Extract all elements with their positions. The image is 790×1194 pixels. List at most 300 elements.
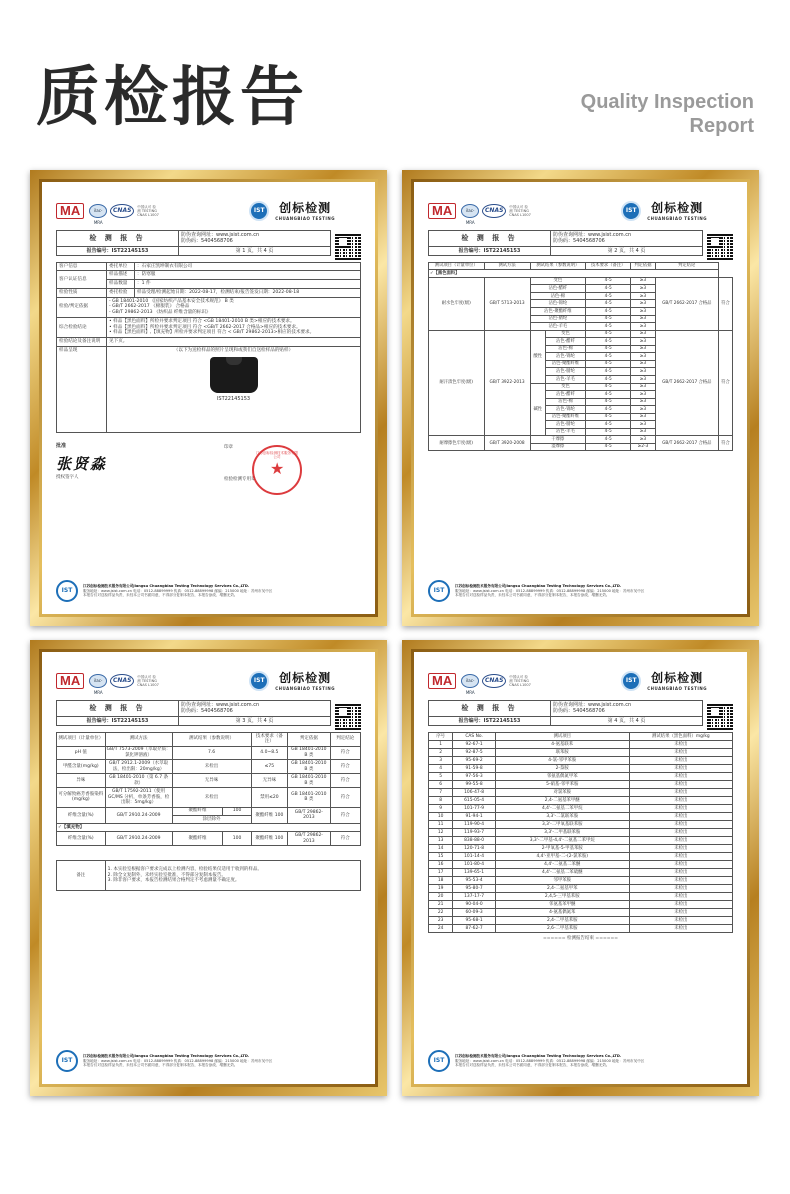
footer-company: 江苏创标检测技术服务有限公司Jiangsu Chuangbiao Testing Technology Services Co.,LTD. bbox=[83, 1054, 250, 1059]
table-cell: 未检出 bbox=[629, 892, 732, 900]
report-header-table bbox=[56, 230, 331, 256]
table-row bbox=[429, 844, 733, 852]
ma-logo-icon: MA bbox=[56, 673, 84, 689]
table-cell: 15 bbox=[429, 852, 453, 860]
table-row bbox=[429, 820, 733, 828]
table-cell: 101-77-9 bbox=[453, 804, 496, 812]
col-header: 判定结论 bbox=[330, 732, 360, 746]
table-cell: 未检出 bbox=[629, 924, 732, 932]
sample-picture-caption: IST22145153 bbox=[216, 396, 251, 403]
table-row bbox=[429, 900, 733, 908]
table-cell: 2,4,5-三甲基苯胺 bbox=[495, 892, 629, 900]
remark-line: 2. 除全文复制外，未经实验室批准，不得部分复制本报告。 bbox=[107, 872, 226, 878]
table-cell: GB/T 3922-2013 bbox=[484, 330, 530, 436]
approve-label: 批准 bbox=[56, 442, 67, 449]
table-cell: 95-69-2 bbox=[453, 756, 496, 764]
report-number: 报告编号：IST22145153 bbox=[429, 716, 551, 725]
table-cell: 14 bbox=[429, 844, 453, 852]
table-row bbox=[429, 780, 733, 788]
brand-name-cn: 创标检测 bbox=[651, 671, 704, 685]
table-cell: GB/T 7573-2009（萃取介质：氯化钾溶液） bbox=[106, 747, 171, 759]
table-row bbox=[429, 852, 733, 860]
table-cell: ≥3 bbox=[631, 360, 655, 368]
col-header: 技术要求（备注） bbox=[586, 262, 631, 270]
ist-seal-icon: IST bbox=[56, 1050, 78, 1072]
table-cell: ≥3 bbox=[631, 398, 655, 406]
table-cell: 沾色-醋纤 bbox=[545, 391, 585, 399]
table-row bbox=[429, 836, 733, 844]
table-cell: 沾色-腈纶 bbox=[545, 421, 585, 429]
report-title: 检 测 报 告 bbox=[429, 701, 551, 717]
basis-label: 检验/判定依据 bbox=[57, 297, 107, 317]
table-cell: 137-17-7 bbox=[453, 892, 496, 900]
ma-logo-icon: MA bbox=[428, 203, 456, 219]
table-cell: 18 bbox=[429, 876, 453, 884]
table-cell: GB 18401-2010 B 类 bbox=[288, 788, 331, 807]
table-cell: 1 bbox=[429, 740, 453, 748]
fake-code: 防伪码：5404568706 bbox=[181, 238, 233, 245]
table-cell: 未检出 bbox=[629, 860, 732, 868]
table-cell: 无异味 bbox=[251, 774, 287, 788]
table-cell: ≥3 bbox=[631, 330, 655, 338]
table-cell: 沾色-聚酯纤维 bbox=[545, 360, 585, 368]
table-cell: 湿摩擦 bbox=[530, 443, 586, 451]
table-row bbox=[429, 277, 733, 285]
table-cell: GB 18401-2010 B 类 bbox=[288, 746, 331, 760]
table-row bbox=[429, 796, 733, 804]
table-cell: ≥3 bbox=[631, 436, 655, 444]
table-row bbox=[429, 772, 733, 780]
col-header: 测试项目（计量单位） bbox=[429, 262, 485, 270]
table-row bbox=[429, 812, 733, 820]
col-header: 测试结果（参数说明） bbox=[172, 732, 251, 746]
signature-area bbox=[56, 443, 361, 513]
table-cell: ≥3 bbox=[631, 421, 655, 429]
qr-code-icon bbox=[335, 704, 361, 730]
report-title: 检 测 报 告 bbox=[57, 231, 179, 247]
table-cell: 3,3'-二甲基联苯胺 bbox=[495, 828, 629, 836]
table-cell: ≥3 bbox=[631, 368, 655, 376]
table-cell: 11 bbox=[429, 820, 453, 828]
table-cell: 沾色-棉 bbox=[545, 345, 585, 353]
brand-logo bbox=[621, 671, 707, 691]
table-cell: 沾色-锦纶 bbox=[545, 406, 585, 414]
table-cell: 禁用≤20 bbox=[251, 788, 287, 807]
table-cell: GB/T 2912.1-2009（水萃取法，检出限：20mg/kg） bbox=[105, 760, 172, 774]
footer-line: 服务地址：www.jsist.com.cn 电话：0512-88899999 传真：0512-88899998 邮编：215000 地址：苏州市吴中区 bbox=[83, 588, 273, 593]
cell: GB/T 2910.24-2009 bbox=[105, 832, 172, 846]
report-header-table bbox=[428, 230, 703, 256]
table-cell: 未检出 bbox=[629, 772, 732, 780]
table-cell: 4-5 bbox=[586, 292, 631, 300]
footer-line: 本报告仅对送检样品负责，未经本公司书面同意，不得部分复制本报告，本报告涂改、增删无效。 bbox=[83, 1063, 238, 1068]
col-header: CAS No. bbox=[453, 732, 496, 740]
table-cell: 未检出 bbox=[629, 844, 732, 852]
table-cell: ≤75 bbox=[251, 760, 287, 774]
table-cell: 4-5 bbox=[586, 413, 631, 421]
table-cell: GB/T 2662-2017 合格品 bbox=[655, 330, 718, 436]
ilac-logo-icon: ilac-MRA bbox=[461, 204, 479, 218]
qr-code-icon bbox=[707, 704, 733, 730]
cell: 聚酯纤维 100 bbox=[251, 832, 287, 846]
report-frame-page-1[interactable] bbox=[30, 170, 387, 626]
table-cell: 未检出 bbox=[629, 788, 732, 796]
table-cell: 101-14-4 bbox=[453, 852, 496, 860]
table-cell: 沾色-羊毛 bbox=[545, 375, 585, 383]
table-cell: 沾色-羊毛 bbox=[530, 323, 586, 331]
table-cell: GB/T 5713-2013 bbox=[484, 277, 530, 330]
report-frame-page-3[interactable] bbox=[30, 640, 387, 1096]
table-cell: 21 bbox=[429, 900, 453, 908]
table-row bbox=[429, 748, 733, 756]
table-cell: 碱性 bbox=[530, 383, 545, 436]
table-cell: 4-氨基偶氮苯 bbox=[495, 908, 629, 916]
sample-value-2: ：1 件 bbox=[135, 280, 361, 289]
table-cell: 4-5 bbox=[586, 436, 631, 444]
table-cell: 4,4'-亚甲基-二-(2-氯苯胺) bbox=[495, 852, 629, 860]
table-cell: 沾色-醋纤 bbox=[530, 285, 586, 293]
ist-logo-icon: IST bbox=[621, 671, 641, 691]
ilac-logo-icon: ilac-MRA bbox=[89, 204, 107, 218]
table-cell: 未检出 bbox=[629, 804, 732, 812]
cell: 符合 bbox=[330, 807, 360, 823]
table-cell: 3,3'-二甲氧基联苯胺 bbox=[495, 820, 629, 828]
brand-row bbox=[56, 668, 361, 694]
report-header-table bbox=[56, 700, 331, 726]
footer-company: 江苏创标检测技术服务有限公司Jiangsu Chuangbiao Testing Technology Services Co.,LTD. bbox=[455, 584, 622, 589]
table-cell: 沾色-醋纤 bbox=[545, 338, 585, 346]
table-cell: ≥3 bbox=[631, 300, 655, 308]
brand-row bbox=[428, 198, 733, 224]
table-cell: 未检出 bbox=[629, 916, 732, 924]
col-header: 判定依据 bbox=[288, 732, 331, 746]
table-cell: 4-5 bbox=[586, 391, 631, 399]
col-header: 测试结果（参数说明） bbox=[530, 262, 586, 270]
ilac-logo-icon: ilac-MRA bbox=[89, 674, 107, 688]
report-page-1 bbox=[42, 182, 375, 614]
table-cell: ≥3 bbox=[631, 413, 655, 421]
brand-name-cn: 创标检测 bbox=[279, 671, 332, 685]
table-cell: 耐汗渍色牢度(级) bbox=[429, 330, 485, 436]
brand-name-en: CHUANGBIAO TESTING bbox=[275, 686, 335, 691]
table-cell: 符合 bbox=[718, 436, 732, 451]
report-page-3 bbox=[42, 652, 375, 1084]
safety-test-table bbox=[56, 732, 361, 846]
table-cell: ≥3 bbox=[631, 315, 655, 323]
table-cell: 4-氨基联苯 bbox=[495, 740, 629, 748]
footer-line: 服务地址：www.jsist.com.cn 电话：0512-88899999 传真：0512-88899998 邮编：215000 地址：苏州市吴中区 bbox=[455, 588, 645, 593]
footer-company: 江苏创标检测技术服务有限公司Jiangsu Chuangbiao Testing Technology Services Co.,LTD. bbox=[83, 584, 250, 589]
table-cell: 耐摩擦色牢度(级) bbox=[429, 436, 485, 451]
cell: GB/T 29862-2013 bbox=[288, 807, 331, 823]
table-cell: 4-5 bbox=[586, 308, 631, 316]
table-row bbox=[429, 892, 733, 900]
sample-label: 客户认证信息 bbox=[57, 271, 107, 288]
table-cell: 沾色-锦纶 bbox=[545, 353, 585, 361]
report-footer bbox=[428, 578, 733, 604]
table-row bbox=[429, 860, 733, 868]
table-cell: 未检出 bbox=[629, 876, 732, 884]
table-cell: 甲醛含量(mg/kg) bbox=[57, 760, 106, 774]
ma-logo-icon: MA bbox=[56, 203, 84, 219]
section-label: ✓【黑色面料】 bbox=[429, 270, 719, 278]
table-cell: 2-萘胺 bbox=[495, 764, 629, 772]
cnas-logo-icon: CNAS bbox=[482, 204, 506, 218]
table-cell: 22 bbox=[429, 908, 453, 916]
table-cell: 90-04-0 bbox=[453, 900, 496, 908]
table-cell: 沾色-腈纶 bbox=[545, 368, 585, 376]
table-cell: 91-59-8 bbox=[453, 764, 496, 772]
report-title: 检 测 报 告 bbox=[429, 231, 551, 247]
table-cell: 沾色-聚酯纤维 bbox=[530, 308, 586, 316]
table-cell: 3 bbox=[429, 756, 453, 764]
sample-picture-label: 样品呈现 bbox=[57, 346, 107, 432]
report-number: 报告编号：IST22145153 bbox=[57, 716, 179, 725]
cnas-logo-icon: CNAS bbox=[482, 674, 506, 688]
table-cell: 邻氨基偶氮甲苯 bbox=[495, 772, 629, 780]
table-cell: 未检出 bbox=[629, 836, 732, 844]
page-number: 第 2 页，共 4 页 bbox=[551, 246, 703, 255]
accreditation-text: 中国认可 检测 TESTING CNAS L1007 bbox=[509, 675, 531, 687]
client-label: 客户信息 bbox=[57, 262, 107, 271]
table-row bbox=[429, 868, 733, 876]
cell: 纤维含量(%) bbox=[57, 832, 106, 846]
table-cell: 未检出 bbox=[629, 780, 732, 788]
table-cell: 4-5 bbox=[586, 330, 631, 338]
fake-code: 防伪码：5404568706 bbox=[553, 708, 605, 715]
report-page-4 bbox=[414, 652, 747, 1084]
subtitle-line-2: Report bbox=[689, 115, 754, 137]
conclusion-label: 综合检验结论 bbox=[57, 317, 107, 337]
footer-line: 服务地址：www.jsist.com.cn 电话：0512-88899999 传真：0512-88899998 邮编：215000 地址：苏州市吴中区 bbox=[83, 1058, 273, 1063]
accreditation-text: 中国认可 检测 TESTING CNAS L1007 bbox=[137, 205, 159, 217]
ist-logo-icon: IST bbox=[249, 201, 269, 221]
table-cell: 4,4'-二氨基二苯硫醚 bbox=[495, 868, 629, 876]
brand-name-cn: 创标检测 bbox=[279, 201, 332, 215]
table-cell: 4-5 bbox=[586, 421, 631, 429]
table-cell: 无异味 bbox=[172, 774, 251, 788]
table-cell: 符合 bbox=[330, 760, 360, 774]
basis-line: - GB/T 2662-2017 《棉服装》 合格品 bbox=[109, 304, 190, 310]
table-cell: ≥3 bbox=[631, 353, 655, 361]
table-cell: 未检出 bbox=[629, 820, 732, 828]
sample-key-2: 样品数量 bbox=[107, 280, 135, 289]
table-cell: GB/T 3920-2008 bbox=[484, 436, 530, 451]
table-cell: 97-56-3 bbox=[453, 772, 496, 780]
brand-logo bbox=[249, 671, 335, 691]
table-cell: 符合 bbox=[718, 277, 732, 330]
colorfastness-table bbox=[428, 262, 733, 452]
table-cell: 未检出 bbox=[629, 756, 732, 764]
report-footer bbox=[56, 1048, 361, 1074]
report-number: 报告编号：IST22145153 bbox=[57, 246, 179, 255]
table-cell: ≥3 bbox=[631, 428, 655, 436]
table-cell: 4-5 bbox=[586, 368, 631, 376]
table-cell: 95-80-7 bbox=[453, 884, 496, 892]
table-cell: 未检出 bbox=[629, 908, 732, 916]
table-cell: 变色 bbox=[545, 330, 585, 338]
table-row bbox=[429, 330, 733, 338]
col-header: 测试项目 bbox=[495, 732, 629, 740]
page-subtitle bbox=[581, 90, 754, 138]
col-header: 判定依据 bbox=[631, 262, 655, 270]
table-cell: 4-5 bbox=[586, 406, 631, 414]
query-site: 防伪查询网址：www.jsist.com.cn bbox=[181, 702, 260, 708]
nature-key: 委托检验 bbox=[107, 288, 135, 297]
page-number: 第 3 页，共 4 页 bbox=[179, 716, 331, 725]
table-row bbox=[429, 788, 733, 796]
table-cell: ≥3 bbox=[631, 277, 655, 285]
table-cell: 干摩擦 bbox=[530, 436, 586, 444]
col-header: 测试方法 bbox=[105, 732, 172, 746]
table-row bbox=[429, 876, 733, 884]
table-cell: ≥3 bbox=[631, 308, 655, 316]
table-cell: 4-5 bbox=[586, 443, 631, 451]
table-cell: ≥3 bbox=[631, 406, 655, 414]
brand-name-en: CHUANGBIAO TESTING bbox=[275, 216, 335, 221]
remark-line: 1. 本实验室根据客户要求完成以上检测内容，检验结果仅适用于收到的样品。 bbox=[107, 867, 262, 873]
client-key: 委托单位 bbox=[107, 262, 135, 271]
table-cell: 联苯胺 bbox=[495, 748, 629, 756]
table-cell: 符合 bbox=[330, 774, 360, 788]
report-title: 检 测 报 告 bbox=[57, 701, 179, 717]
table-cell: 119-90-4 bbox=[453, 820, 496, 828]
sample-value-1: ：防寒服 bbox=[135, 271, 361, 280]
report-number: 报告编号：IST22145153 bbox=[429, 246, 551, 255]
table-cell: 4,4'-二氨基二苯甲烷 bbox=[495, 804, 629, 812]
table-cell: 10 bbox=[429, 812, 453, 820]
page-title: 质检报告 bbox=[36, 61, 308, 135]
qr-code-icon bbox=[335, 234, 361, 260]
ist-logo-icon: IST bbox=[249, 671, 269, 691]
table-row bbox=[429, 908, 733, 916]
table-cell: 异味 bbox=[57, 774, 106, 788]
table-cell: 沾色-聚酯纤维 bbox=[545, 413, 585, 421]
seal-label: 检验检测专用章 bbox=[224, 476, 256, 482]
table-cell: 4-5 bbox=[586, 300, 631, 308]
table-cell: 变色 bbox=[545, 383, 585, 391]
cell: 符合 bbox=[330, 832, 360, 846]
table-cell: 2 bbox=[429, 748, 453, 756]
table-cell: 17 bbox=[429, 868, 453, 876]
table-cell: ≥3 bbox=[631, 383, 655, 391]
star-icon: ★ bbox=[270, 458, 285, 478]
table-cell: 4,4'-二氨基二苯醚 bbox=[495, 860, 629, 868]
table-cell: pH 值 bbox=[57, 746, 106, 760]
seal-text: 江苏创标检测技术服务有限公司 bbox=[256, 450, 298, 459]
report-frame-page-4[interactable] bbox=[402, 640, 759, 1096]
col-header: 序号 bbox=[429, 732, 453, 740]
table-cell: 16 bbox=[429, 860, 453, 868]
table-row bbox=[57, 774, 361, 788]
remark-label: 备注 bbox=[57, 861, 106, 891]
table-cell: 120-71-8 bbox=[453, 844, 496, 852]
note-label: 检验结论及备注说明 bbox=[57, 338, 107, 347]
sample-key-1: 样品描述 bbox=[107, 271, 135, 280]
table-row bbox=[57, 746, 361, 760]
seal-mark-label: 印章 bbox=[224, 444, 233, 450]
report-frame-page-2[interactable] bbox=[402, 170, 759, 626]
table-cell: 2,4-二甲基苯胺 bbox=[495, 916, 629, 924]
note-value: 见下页。 bbox=[107, 338, 361, 347]
query-site: 防伪查询网址：www.jsist.com.cn bbox=[181, 232, 260, 238]
table-cell: 符合 bbox=[330, 746, 360, 760]
table-cell: 20 bbox=[429, 892, 453, 900]
table-cell: 7 bbox=[429, 788, 453, 796]
table-cell: 未检出 bbox=[629, 764, 732, 772]
table-cell: 95-68-1 bbox=[453, 916, 496, 924]
basis-line: - GB/T 29862-2013 《纺织品 纤维含量的标识》 bbox=[109, 310, 211, 316]
table-cell: 可分解致癌芳香胺染料(mg/kg) bbox=[57, 788, 106, 807]
table-cell: 3,3'-二氯联苯胺 bbox=[495, 812, 629, 820]
table-cell: 119-93-7 bbox=[453, 828, 496, 836]
report-end-line: ====== 检测报告结束 ====== bbox=[542, 935, 619, 941]
table-cell: 24 bbox=[429, 924, 453, 932]
table-cell: GB 18401-2010（第 6.7 条款） bbox=[105, 774, 172, 788]
table-cell: 邻甲苯胺 bbox=[495, 876, 629, 884]
basis-line: - GB 18401-2010 《国家纺织产品基本安全技术规范》 B 类 bbox=[109, 298, 234, 304]
table-cell: 4-5 bbox=[586, 360, 631, 368]
table-row bbox=[57, 788, 361, 807]
col-header: 测试方法 bbox=[484, 262, 530, 270]
table-cell: 6 bbox=[429, 780, 453, 788]
sample-picture-note: （以下为送检样品的照片呈现和或我们自送检样品的贴样） bbox=[173, 347, 294, 353]
cell: 100 bbox=[223, 807, 251, 815]
table-cell: GB 18401-2010 B 类 bbox=[288, 774, 331, 788]
conclusion-line: • 样品【黑色面料】所检并要求判定项目 符合 <GB 18401-2010 B 类>相应的技术要求。 bbox=[109, 318, 295, 324]
brand-logo bbox=[249, 201, 335, 221]
table-cell: 未检出 bbox=[629, 884, 732, 892]
remarks-table bbox=[56, 860, 361, 891]
cell: 聚酯纤维 100 bbox=[251, 807, 287, 823]
cell: 涂层除外 bbox=[172, 815, 251, 823]
table-cell: 2,4-二氨基甲苯 bbox=[495, 884, 629, 892]
cell: 100 bbox=[223, 832, 251, 846]
footer-line: 本报告仅对送检样品负责，未经本公司书面同意，不得部分复制本报告，本报告涂改、增删无效。 bbox=[455, 1063, 610, 1068]
table-cell: 139-65-1 bbox=[453, 868, 496, 876]
footer-line: 本报告仅对送检样品负责，未经本公司书面同意，不得部分复制本报告，本报告涂改、增删无效。 bbox=[83, 593, 238, 598]
table-cell: 未检出 bbox=[629, 812, 732, 820]
table-cell: 符合 bbox=[718, 330, 732, 436]
table-row bbox=[429, 436, 733, 444]
table-row bbox=[429, 756, 733, 764]
table-cell: 邻氨基苯甲醚 bbox=[495, 900, 629, 908]
table-cell: 4-5 bbox=[586, 398, 631, 406]
table-cell: 7.6 bbox=[172, 746, 251, 760]
table-cell: 4-5 bbox=[586, 353, 631, 361]
table-row bbox=[429, 916, 733, 924]
table-cell: 4-5 bbox=[586, 315, 631, 323]
table-cell: 沾色-羊毛 bbox=[545, 428, 585, 436]
table-row bbox=[429, 764, 733, 772]
table-row bbox=[429, 884, 733, 892]
table-cell: GB/T 17592-2011（使用 GC/MS 分析，单条芳香胺，检出限：5mg/kg） bbox=[105, 788, 172, 807]
subtitle-line-1: Quality Inspection bbox=[580, 91, 754, 113]
table-cell: 91-94-1 bbox=[453, 812, 496, 820]
ist-seal-icon: IST bbox=[428, 1050, 450, 1072]
table-cell: ≥3 bbox=[631, 323, 655, 331]
ilac-logo-icon: ilac-MRA bbox=[461, 674, 479, 688]
ist-seal-icon: IST bbox=[428, 580, 450, 602]
col-header: 判定结论 bbox=[655, 262, 718, 270]
table-cell: 19 bbox=[429, 884, 453, 892]
table-cell: 未检出 bbox=[629, 740, 732, 748]
ist-logo-icon: IST bbox=[621, 201, 641, 221]
ist-seal-icon: IST bbox=[56, 580, 78, 602]
table-cell: 沾色-腈纶 bbox=[530, 315, 586, 323]
table-cell: 4-氯-邻甲苯胺 bbox=[495, 756, 629, 764]
table-cell: 106-47-8 bbox=[453, 788, 496, 796]
